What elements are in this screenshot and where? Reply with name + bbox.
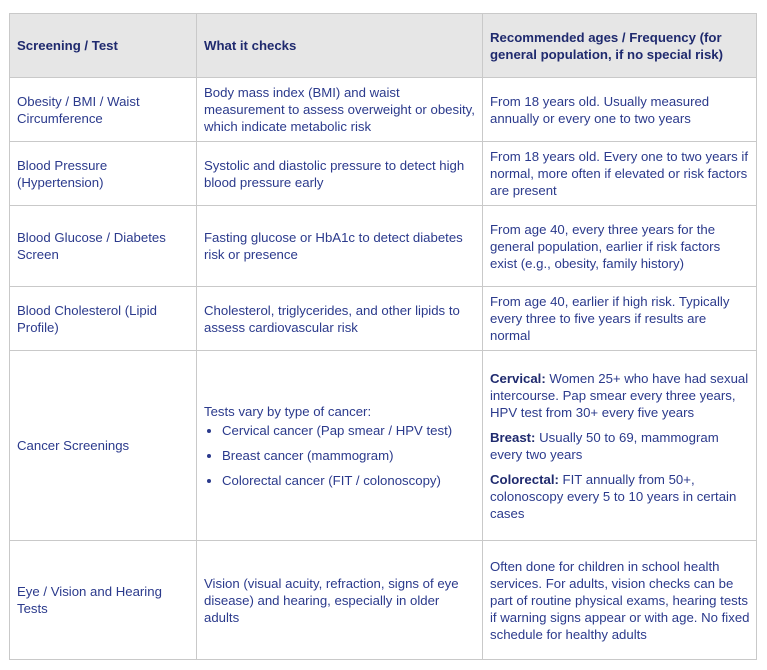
table-row [10,351,757,541]
table-row [10,142,757,206]
screening-table [9,13,757,660]
test-frequency: From 18 years old. Usually measured annually or every one to two years [483,78,757,142]
header-what-it-checks: What it checks [197,14,483,78]
header-recommended-frequency: Recommended ages / Frequency (for general population, if no special risk) [483,14,757,78]
colorectal-frequency [490,471,750,522]
checks-intro: Tests vary by type of cancer: [204,403,372,419]
test-checks: Cholesterol, triglycerides, and other lipids to assess cardiovascular risk [197,287,483,351]
test-frequency: Often done for children in school health services. For adults, vision checks can be part of routine physical exams, hearing tests if warning signs appear or with age. No fixed schedule for healthy adults [483,541,757,660]
test-name: Obesity / BMI / Waist Circumference [10,78,197,142]
header-screening-test: Screening / Test [10,14,197,78]
test-checks [197,351,483,541]
test-name: Cancer Screenings [10,351,197,541]
test-checks: Systolic and diastolic pressure to detect high blood pressure early [197,142,483,206]
test-frequency: From age 40, every three years for the general population, earlier if risk factors exist (e.g., obesity, family history) [483,206,757,287]
table-header-row [10,14,757,78]
test-frequency: From 18 years old. Every one to two years if normal, more often if elevated or risk factors are present [483,142,757,206]
table-row [10,78,757,142]
table-row [10,287,757,351]
test-checks: Fasting glucose or HbA1c to detect diabetes risk or presence [197,206,483,287]
test-name: Eye / Vision and Hearing Tests [10,541,197,660]
list-item: • Colorectal cancer (FIT / colonoscopy) [222,472,476,489]
frequency-label: Cervical: [490,370,546,386]
breast-frequency [490,429,750,463]
test-frequency [483,351,757,541]
frequency-label: Breast: [490,429,536,445]
frequency-text: FIT annually from 50+, colonoscopy every 5 to 10 years in certain cases [490,471,737,521]
list-item: • Cervical cancer (Pap smear / HPV test) [222,422,476,439]
table-row [10,206,757,287]
test-name: Blood Glucose / Diabetes Screen [10,206,197,287]
test-name: Blood Cholesterol (Lipid Profile) [10,287,197,351]
test-checks: Body mass index (BMI) and waist measurement to assess overweight or obesity, which indicate metabolic risk [197,78,483,142]
frequency-text: Women 25+ who have had sexual intercourse. Pap smear every three years, HPV test from 30+ every five years [490,370,749,420]
frequency-label: Colorectal: [490,471,559,487]
cervical-frequency [490,370,750,421]
list-item: • Breast cancer (mammogram) [222,447,476,464]
test-name: Blood Pressure (Hypertension) [10,142,197,206]
cancer-test-list [204,422,476,489]
test-frequency: From age 40, earlier if high risk. Typically every three to five years if results are normal [483,287,757,351]
test-checks: Vision (visual acuity, refraction, signs of eye disease) and hearing, especially in older adults [197,541,483,660]
table-row [10,541,757,660]
frequency-text: Usually 50 to 69, mammogram every two years [490,429,719,462]
